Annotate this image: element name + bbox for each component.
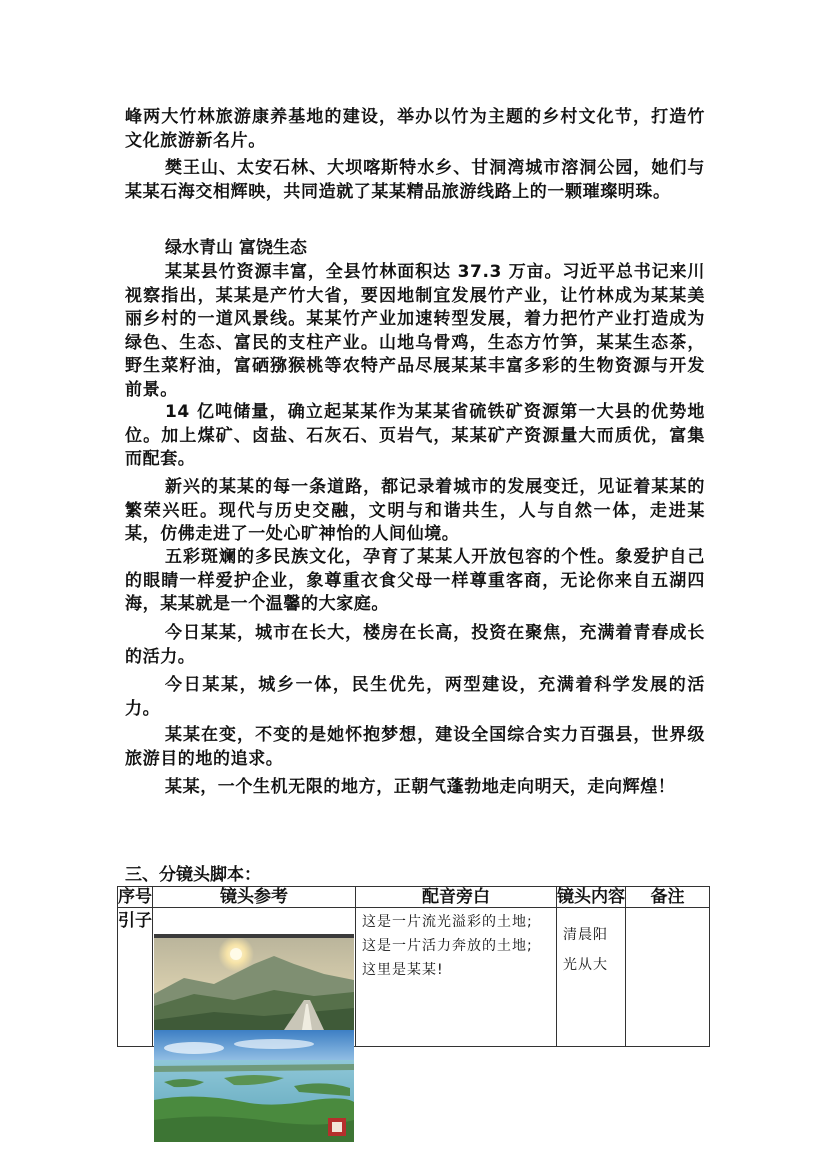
header-reference: 镜头参考 — [153, 887, 356, 908]
paragraph-minerals: 14 亿吨储量，确立起某某作为某某省硫铁矿资源第一大县的优势地位。加上煤矿、卤盐、石灰石、页岩气，某某矿产资源量大而质优，富集而配套。 — [125, 402, 705, 469]
cell-seq: 引子 — [118, 908, 153, 1047]
section-title-storyboard: 三、分镜头脚本： — [125, 865, 261, 885]
paragraph-bamboo-resources: 某某县竹资源丰富，全县竹林面积达 37.3 万亩。习近平总书记来川视察指出，某某是产竹大省，要因地制宜发展竹产业，让竹林成为某某美丽乡村的一道风景线。某某竹产业加速转型发展，着力把竹产业打造成为绿色、生态、富民的支柱产业。山地乌骨鸡，生态方竹笋，某某生态茶，野生菜籽油，富硒猕猴桃等农特产品尽展某某丰富多彩的生物资源与开发前景。 — [125, 262, 705, 400]
paragraph-closing: 某某，一个生机无限的地方，正朝气蓬勃地走向明天，走向辉煌！ — [165, 777, 676, 797]
cell-note — [626, 908, 710, 1047]
reference-photo-lake-islands — [154, 1030, 354, 1142]
paragraph-today-city: 今日某某，城市在长大，楼房在长高，投资在聚焦，充满着青春成长的活力。 — [125, 623, 705, 667]
header-note: 备注 — [626, 887, 710, 908]
paragraph-dream: 某某在变，不变的是她怀抱梦想，建设全国综合实力百强县，世界级旅游目的地的追求。 — [125, 725, 705, 769]
paragraph-scenic-spots: 樊王山、太安石林、大坝喀斯特水乡、甘洞湾城市溶洞公园，她们与某某石海交相辉映，共同造就了某某精品旅游线路上的一颗璀璨明珠。 — [125, 158, 705, 202]
cell-content: 清晨阳光从大 — [557, 908, 626, 1047]
voiceover-line: 这里是某某! — [362, 962, 444, 978]
subheading-green-ecology: 绿水青山 富饶生态 — [165, 238, 307, 258]
cell-voiceover — [356, 908, 557, 1047]
voiceover-line: 这是一片活力奔放的土地; — [362, 938, 533, 954]
voiceover-line: 这是一片流光溢彩的土地; — [362, 914, 533, 930]
table-header-row — [118, 887, 710, 908]
paragraph-culture: 五彩斑斓的多民族文化，孕育了某某人开放包容的个性。象爱护自己的眼睛一样爱护企业，象尊重衣食父母一样尊重客商，无论你来自五湖四海，某某就是一个温馨的大家庭。 — [125, 547, 705, 614]
reference-photo-sunrise-highway — [154, 934, 354, 1030]
paragraph-roads: 新兴的某某的每一条道路，都记录着城市的发展变迁，见证着某某的繁荣兴旺。现代与历史交融，文明与和谐共生，人与自然一体，走进某某，仿佛走进了一处心旷神怡的人间仙境。 — [125, 477, 705, 544]
header-voiceover: 配音旁白 — [356, 887, 557, 908]
paragraph-bamboo-base: 峰两大竹林旅游康养基地的建设，举办以竹为主题的乡村文化节，打造竹文化旅游新名片。 — [125, 107, 705, 151]
header-seq: 序号 — [118, 887, 152, 907]
paragraph-today-rural: 今日某某，城乡一体，民生优先，两型建设，充满着科学发展的活力。 — [125, 675, 705, 719]
header-content: 镜头内容 — [557, 887, 625, 907]
